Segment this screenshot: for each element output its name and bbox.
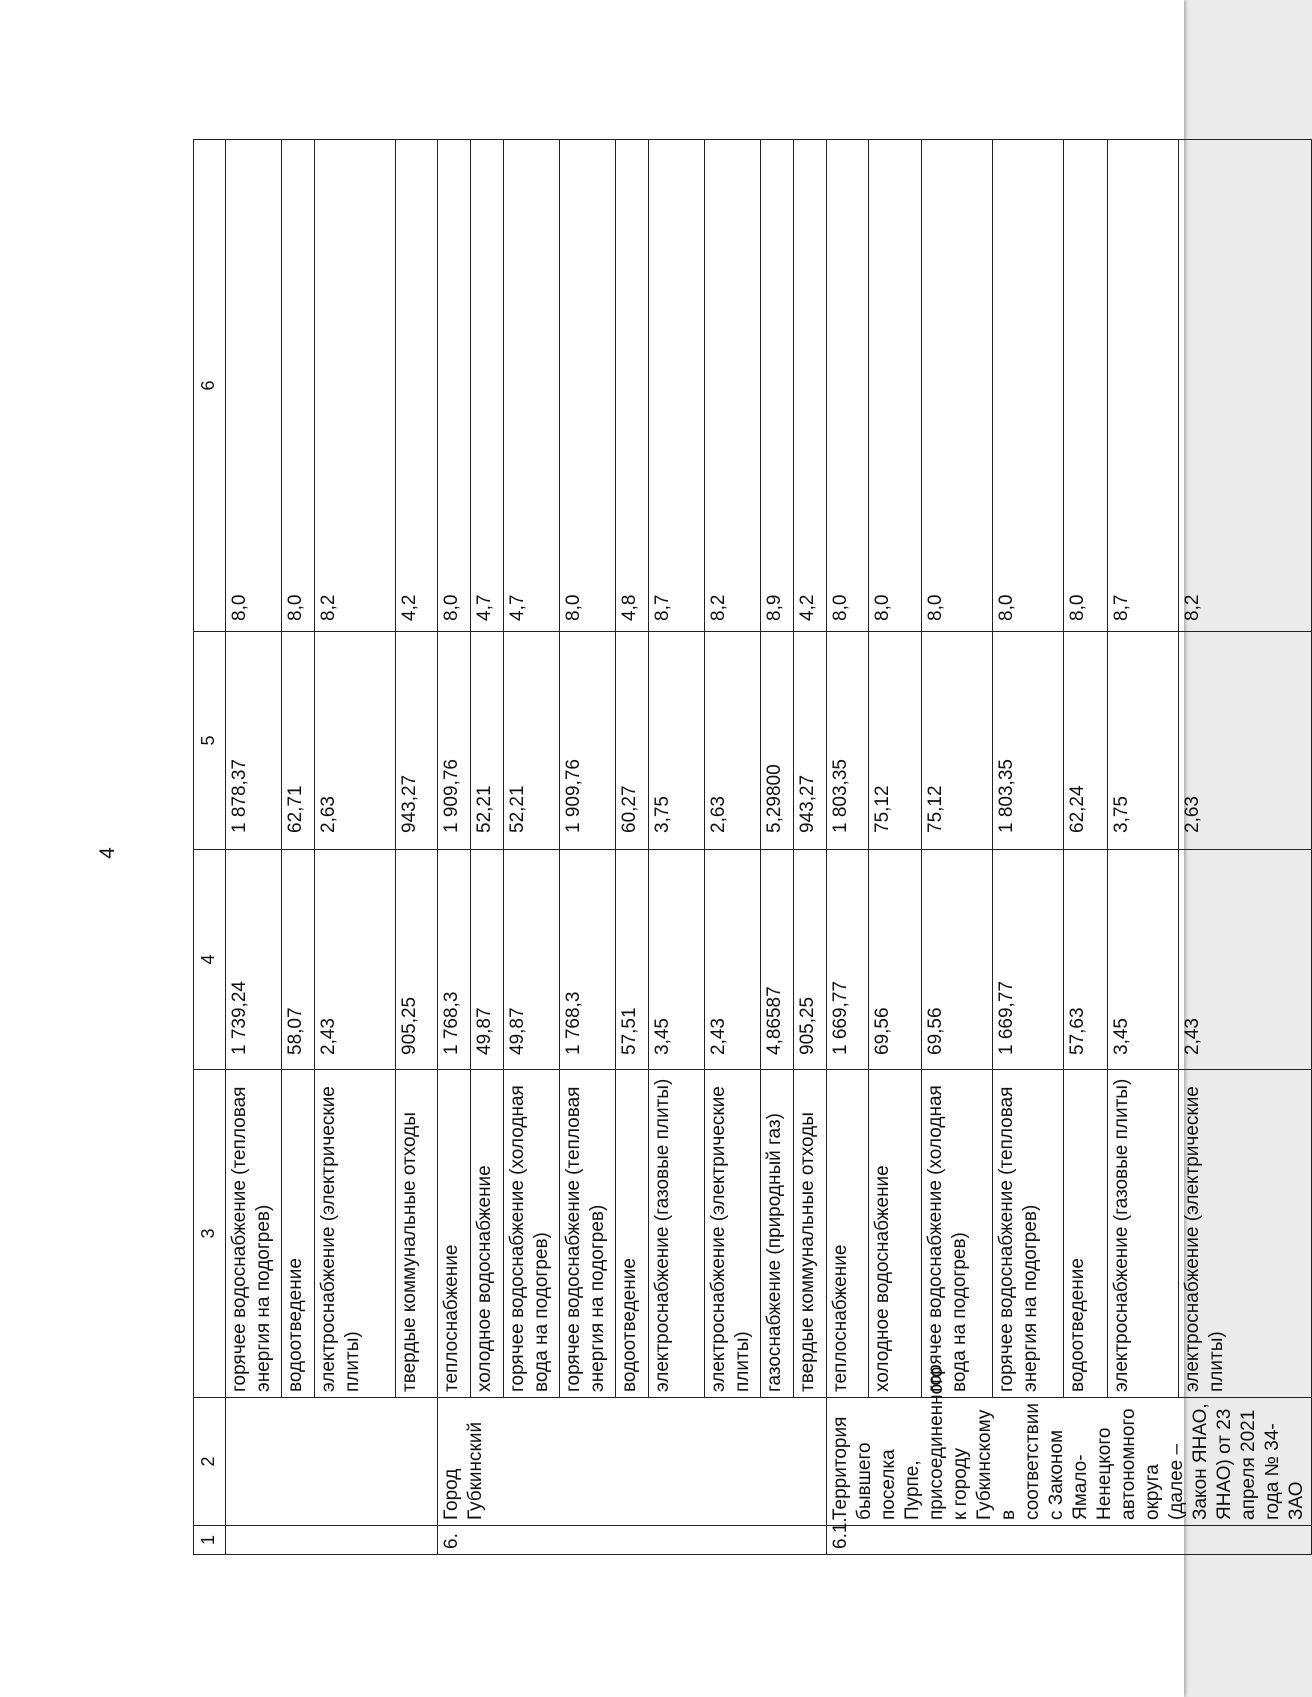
- value-col5: 52,21: [471, 632, 504, 850]
- value-col4: 1 739,24: [226, 850, 282, 1070]
- value-col5: 1 803,35: [827, 632, 869, 850]
- value-col6: 8,9: [761, 140, 794, 632]
- service-cell: горячее водоснабжение (тепловая энергия на подогрев): [992, 1070, 1063, 1398]
- table-row: [315, 140, 396, 1555]
- header-cell: 3: [194, 1070, 226, 1398]
- service-cell: горячее водоснабжение (тепловая энергия на подогрев): [560, 1070, 616, 1398]
- value-col6: 8,7: [649, 140, 705, 632]
- value-col4: 905,25: [396, 850, 438, 1070]
- value-col6: 4,2: [396, 140, 438, 632]
- header-cell: 2: [194, 1398, 226, 1526]
- value-col5: 3,75: [649, 632, 705, 850]
- value-col5: 62,24: [1063, 632, 1107, 850]
- service-cell: теплоснабжение: [438, 1070, 471, 1398]
- municipality-cell: Территория бывшего поселка Пурпе, присоединенного к городу Губкинскому в соответствии с Законом Ямало-Ненецкого автономного округа (далее – Закон ЯНАО, ЯНАО) от 23 апреля 2021 года № 34-ЗАО: [827, 1398, 1312, 1526]
- service-cell: электроснабжение (газовые плиты): [649, 1070, 705, 1398]
- service-cell: горячее водоснабжение (тепловая энергия на подогрев): [226, 1070, 282, 1398]
- value-col6: 8,0: [1063, 140, 1107, 632]
- table-row: [761, 140, 794, 1555]
- value-col5: 943,27: [794, 632, 827, 850]
- value-col5: 62,71: [282, 632, 315, 850]
- page-number: 4: [96, 847, 119, 859]
- value-col5: 1 878,37: [226, 632, 282, 850]
- header-cell: 6: [194, 140, 226, 632]
- value-col4: 4,86587: [761, 850, 794, 1070]
- municipality-cell: [226, 1398, 438, 1526]
- value-col4: 2,43: [1178, 850, 1311, 1070]
- value-col5: 52,21: [504, 632, 560, 850]
- service-cell: водоотведение: [282, 1070, 315, 1398]
- value-col4: 1 669,77: [992, 850, 1063, 1070]
- value-col5: 75,12: [868, 632, 921, 850]
- table-row: [396, 140, 438, 1555]
- value-col4: 58,07: [282, 850, 315, 1070]
- value-col4: 905,25: [794, 850, 827, 1070]
- value-col6: 4,8: [616, 140, 649, 632]
- table-row: [616, 140, 649, 1555]
- value-col4: 49,87: [504, 850, 560, 1070]
- table-row: [282, 140, 315, 1555]
- rotated-table-container: [193, 140, 1307, 1555]
- value-col6: 8,2: [705, 140, 761, 632]
- service-cell: твердые коммунальные отходы: [396, 1070, 438, 1398]
- value-col5: 2,63: [1178, 632, 1311, 850]
- value-col4: 2,43: [705, 850, 761, 1070]
- value-col5: 1 909,76: [560, 632, 616, 850]
- table-row: [794, 140, 827, 1555]
- table-row: [1063, 140, 1107, 1555]
- value-col6: 4,2: [794, 140, 827, 632]
- value-col6: 8,0: [992, 140, 1063, 632]
- table-row: [560, 140, 616, 1555]
- value-col4: 3,45: [1108, 850, 1179, 1070]
- value-col6: 8,0: [827, 140, 869, 632]
- header-row: [194, 140, 226, 1555]
- table-row: [705, 140, 761, 1555]
- value-col6: 4,7: [471, 140, 504, 632]
- value-col5: 75,12: [921, 632, 992, 850]
- table-row: [438, 140, 471, 1555]
- table-row: [226, 140, 282, 1555]
- value-col6: 8,0: [226, 140, 282, 632]
- service-cell: холодное водоснабжение: [471, 1070, 504, 1398]
- row-number-cell: 6.: [438, 1526, 827, 1555]
- service-cell: горячее водоснабжение (холодная вода на подогрев): [504, 1070, 560, 1398]
- table-row: [504, 140, 560, 1555]
- table-row: [1108, 140, 1179, 1555]
- service-cell: электроснабжение (электрические плиты): [1178, 1070, 1311, 1398]
- value-col4: 69,56: [921, 850, 992, 1070]
- value-col4: 57,63: [1063, 850, 1107, 1070]
- value-col6: 4,7: [504, 140, 560, 632]
- value-col4: 57,51: [616, 850, 649, 1070]
- table-row: [868, 140, 921, 1555]
- value-col6: 8,0: [868, 140, 921, 632]
- service-cell: горячее водоснабжение (холодная вода на подогрев): [921, 1070, 992, 1398]
- service-cell: электроснабжение (электрические плиты): [705, 1070, 761, 1398]
- value-col6: 8,0: [438, 140, 471, 632]
- value-col4: 1 768,3: [560, 850, 616, 1070]
- row-number-cell: 6.1.: [827, 1526, 1312, 1555]
- value-col6: 8,2: [1178, 140, 1311, 632]
- municipality-cell: Город Губкинский: [438, 1398, 827, 1526]
- value-col4: 1 669,77: [827, 850, 869, 1070]
- table-row: [1178, 140, 1311, 1555]
- service-cell: холодное водоснабжение: [868, 1070, 921, 1398]
- header-cell: 5: [194, 632, 226, 850]
- value-col4: 49,87: [471, 850, 504, 1070]
- header-cell: 4: [194, 850, 226, 1070]
- value-col5: 1 803,35: [992, 632, 1063, 850]
- value-col6: 8,0: [282, 140, 315, 632]
- table-row: [827, 140, 869, 1555]
- service-cell: электроснабжение (электрические плиты): [315, 1070, 396, 1398]
- value-col5: 1 909,76: [438, 632, 471, 850]
- table-row: [992, 140, 1063, 1555]
- service-cell: водоотведение: [1063, 1070, 1107, 1398]
- value-col4: 2,43: [315, 850, 396, 1070]
- value-col5: 2,63: [315, 632, 396, 850]
- table-row: [471, 140, 504, 1555]
- row-number-cell: [226, 1526, 438, 1555]
- value-col5: 60,27: [616, 632, 649, 850]
- service-cell: водоотведение: [616, 1070, 649, 1398]
- value-col6: 8,7: [1108, 140, 1179, 632]
- value-col4: 69,56: [868, 850, 921, 1070]
- tariff-table: [193, 139, 1312, 1555]
- table-row: [921, 140, 992, 1555]
- value-col6: 8,0: [560, 140, 616, 632]
- service-cell: теплоснабжение: [827, 1070, 869, 1398]
- value-col4: 3,45: [649, 850, 705, 1070]
- header-cell: 1: [194, 1526, 226, 1555]
- value-col4: 1 768,3: [438, 850, 471, 1070]
- value-col5: 5,29800: [761, 632, 794, 850]
- value-col5: 3,75: [1108, 632, 1179, 850]
- value-col6: 8,2: [315, 140, 396, 632]
- value-col5: 943,27: [396, 632, 438, 850]
- service-cell: твердые коммунальные отходы: [794, 1070, 827, 1398]
- table-row: [649, 140, 705, 1555]
- service-cell: электроснабжение (газовые плиты): [1108, 1070, 1179, 1398]
- value-col6: 8,0: [921, 140, 992, 632]
- value-col5: 2,63: [705, 632, 761, 850]
- service-cell: газоснабжение (природный газ): [761, 1070, 794, 1398]
